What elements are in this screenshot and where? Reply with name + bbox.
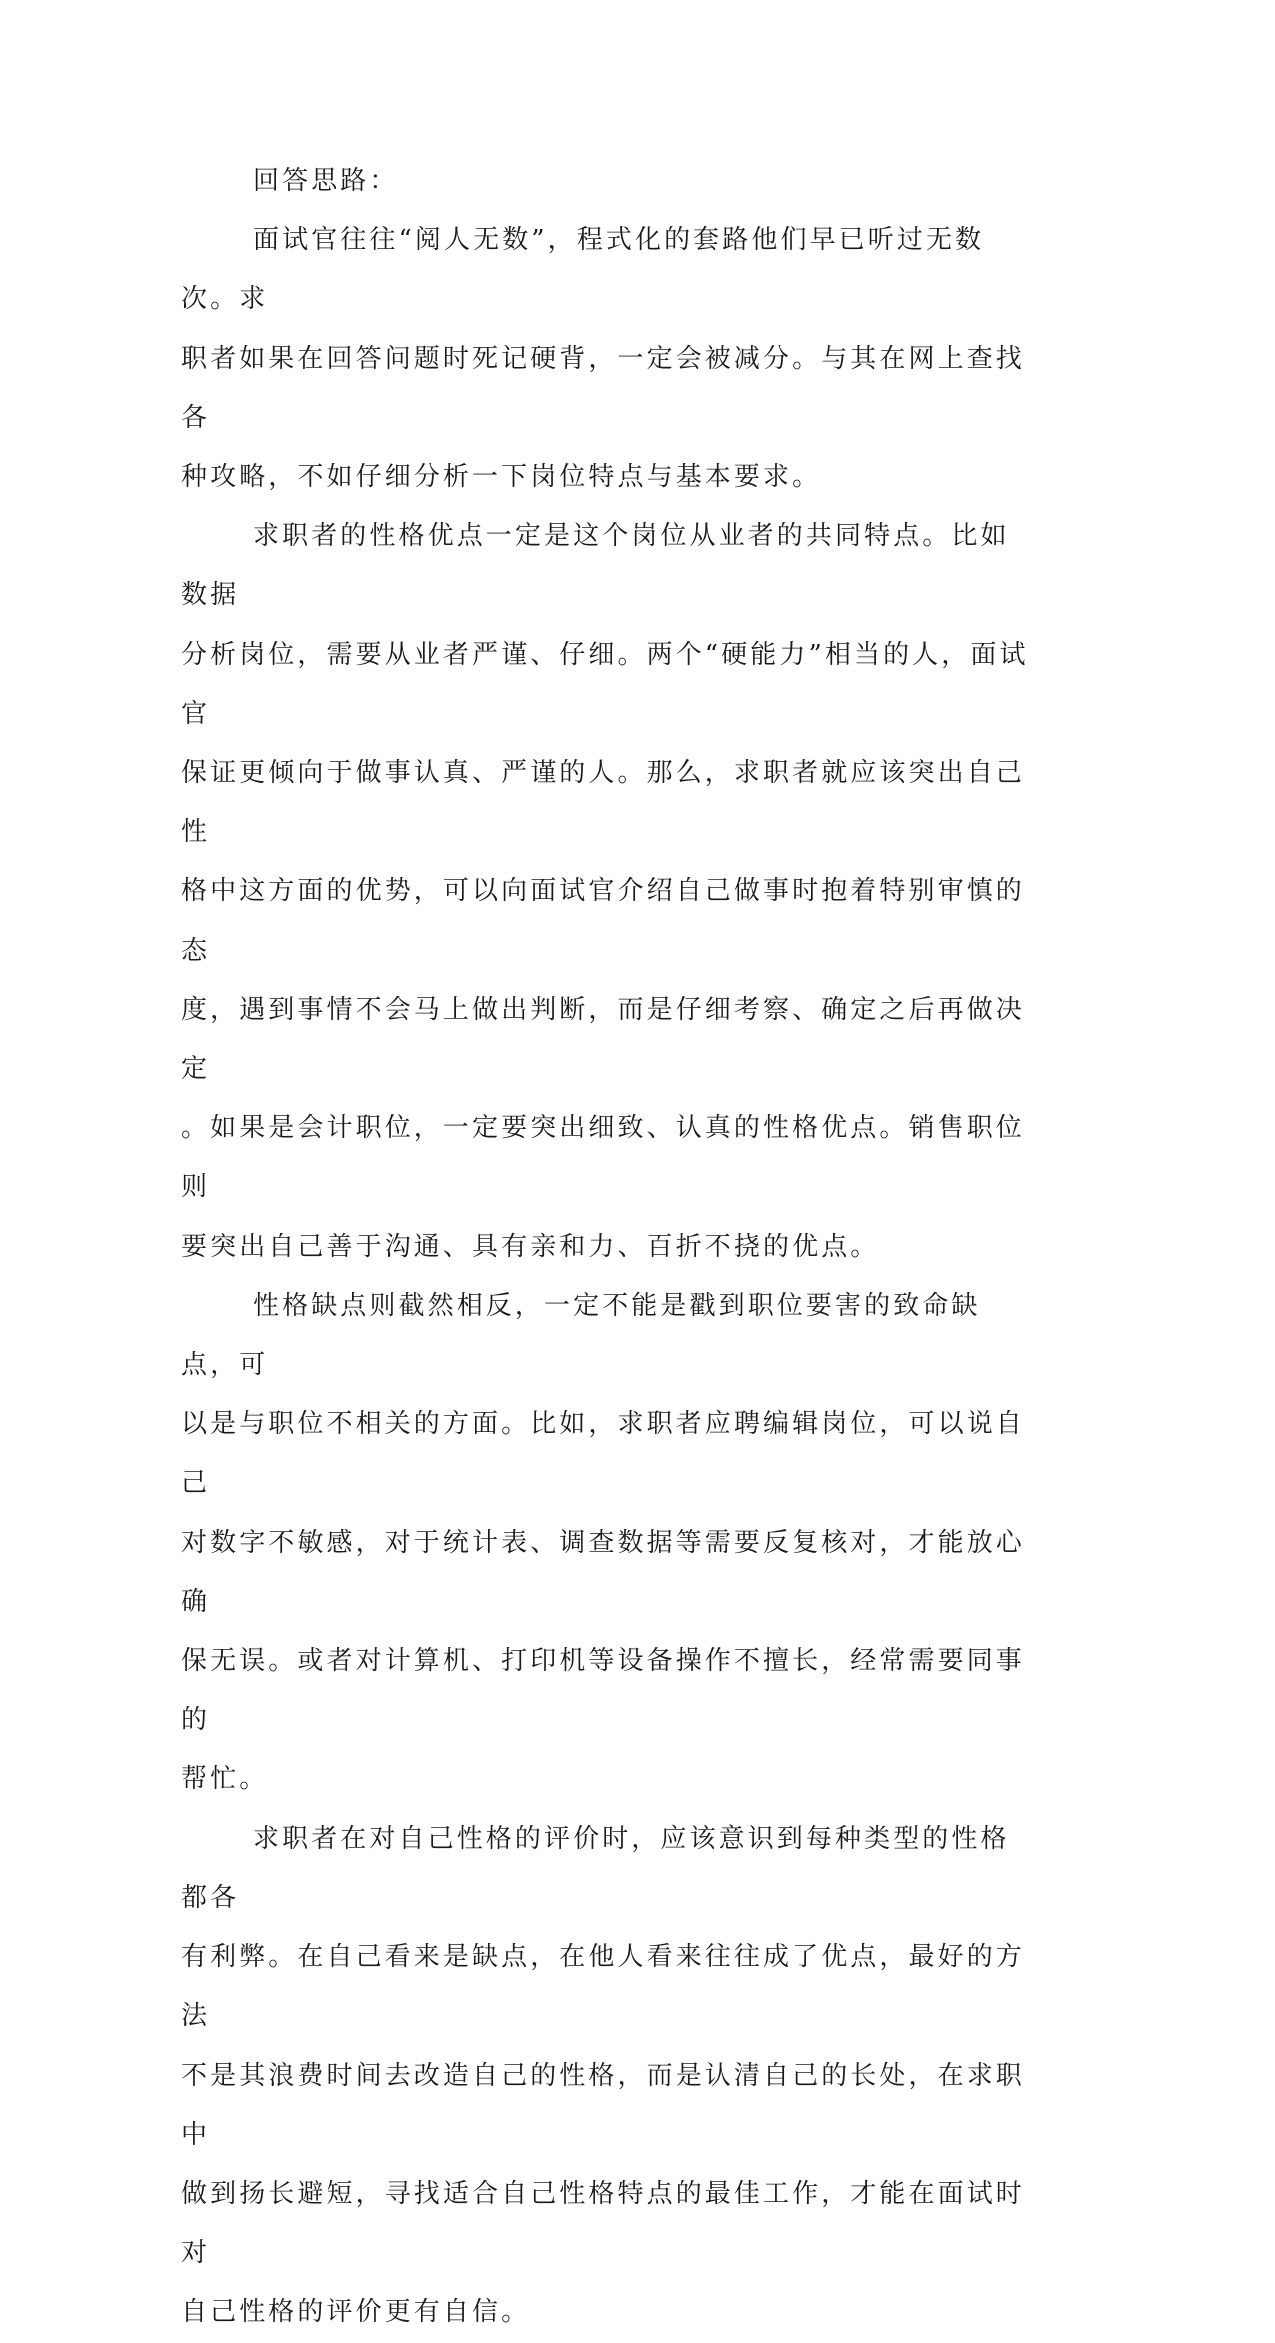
- text-line: 不是其浪费时间去改造自己的性格，而是认清自己的长处，在求职中: [181, 2060, 1025, 2150]
- text-line: 面试官往往“阅人无数”，程式化的套路他们早已听过无数次。求: [181, 225, 985, 315]
- text-line: 有利弊。在自己看来是缺点，在他人看来往往成了优点，最好的方法: [181, 1942, 1025, 2032]
- text-line: 做到扬长避短，寻找适合自己性格特点的最佳工作，才能在面试时对: [181, 2178, 1025, 2269]
- document-page: [181, 152, 1031, 2343]
- text-line: 对数字不敏感，对于统计表、调查数据等需要反复核对，才能放心确: [181, 1527, 1025, 1617]
- text-line: 要突出自己善于沟通、具有亲和力、百折不挠的优点。: [181, 1231, 880, 1262]
- paragraph-strengths: [181, 507, 1031, 1277]
- text-line: 格中这方面的优势，可以向面试官介绍自己做事时抱着特别审慎的态: [181, 876, 1025, 966]
- paragraph-interviewer: [181, 211, 1031, 507]
- text-line: 自己性格的评价更有自信。: [181, 2297, 531, 2328]
- text-line: 保证更倾向于做事认真、严谨的人。那么，求职者就应该突出自己性: [181, 758, 1025, 848]
- paragraph-self-evaluation: [181, 1810, 1031, 2343]
- text-line: 求职者的性格优点一定是这个岗位从业者的共同特点。比如数据: [181, 521, 1010, 611]
- text-line: 求职者在对自己性格的评价时，应该意识到每种类型的性格都各: [181, 1823, 1010, 1913]
- text-line: 度，遇到事情不会马上做出判断，而是仔细考察、确定之后再做决定: [181, 994, 1025, 1085]
- text-line: 以是与职位不相关的方面。比如，求职者应聘编辑岗位，可以说自己: [181, 1409, 1025, 1499]
- text-line: 帮忙。: [181, 1764, 269, 1795]
- text-line: 种攻略，不如仔细分析一下岗位特点与基本要求。: [181, 462, 822, 493]
- text-line: 保无误。或者对计算机、打印机等设备操作不擅长，经常需要同事的: [181, 1646, 1025, 1736]
- text-line: 分析岗位，需要从业者严谨、仔细。两个“硬能力”相当的人，面试官: [181, 639, 1029, 729]
- text-line: 。如果是会计职位，一定要突出细致、认真的性格优点。销售职位则: [181, 1113, 1025, 1203]
- text-line: 性格缺点则截然相反，一定不能是戳到职位要害的致命缺点，可: [181, 1290, 981, 1381]
- paragraph-weaknesses: [181, 1277, 1031, 1810]
- text-line: 职者如果在回答问题时死记硬背，一定会被减分。与其在网上查找各: [181, 343, 1025, 433]
- text-line: 回答思路：: [253, 166, 399, 196]
- paragraph-answer-heading: [181, 152, 1031, 211]
